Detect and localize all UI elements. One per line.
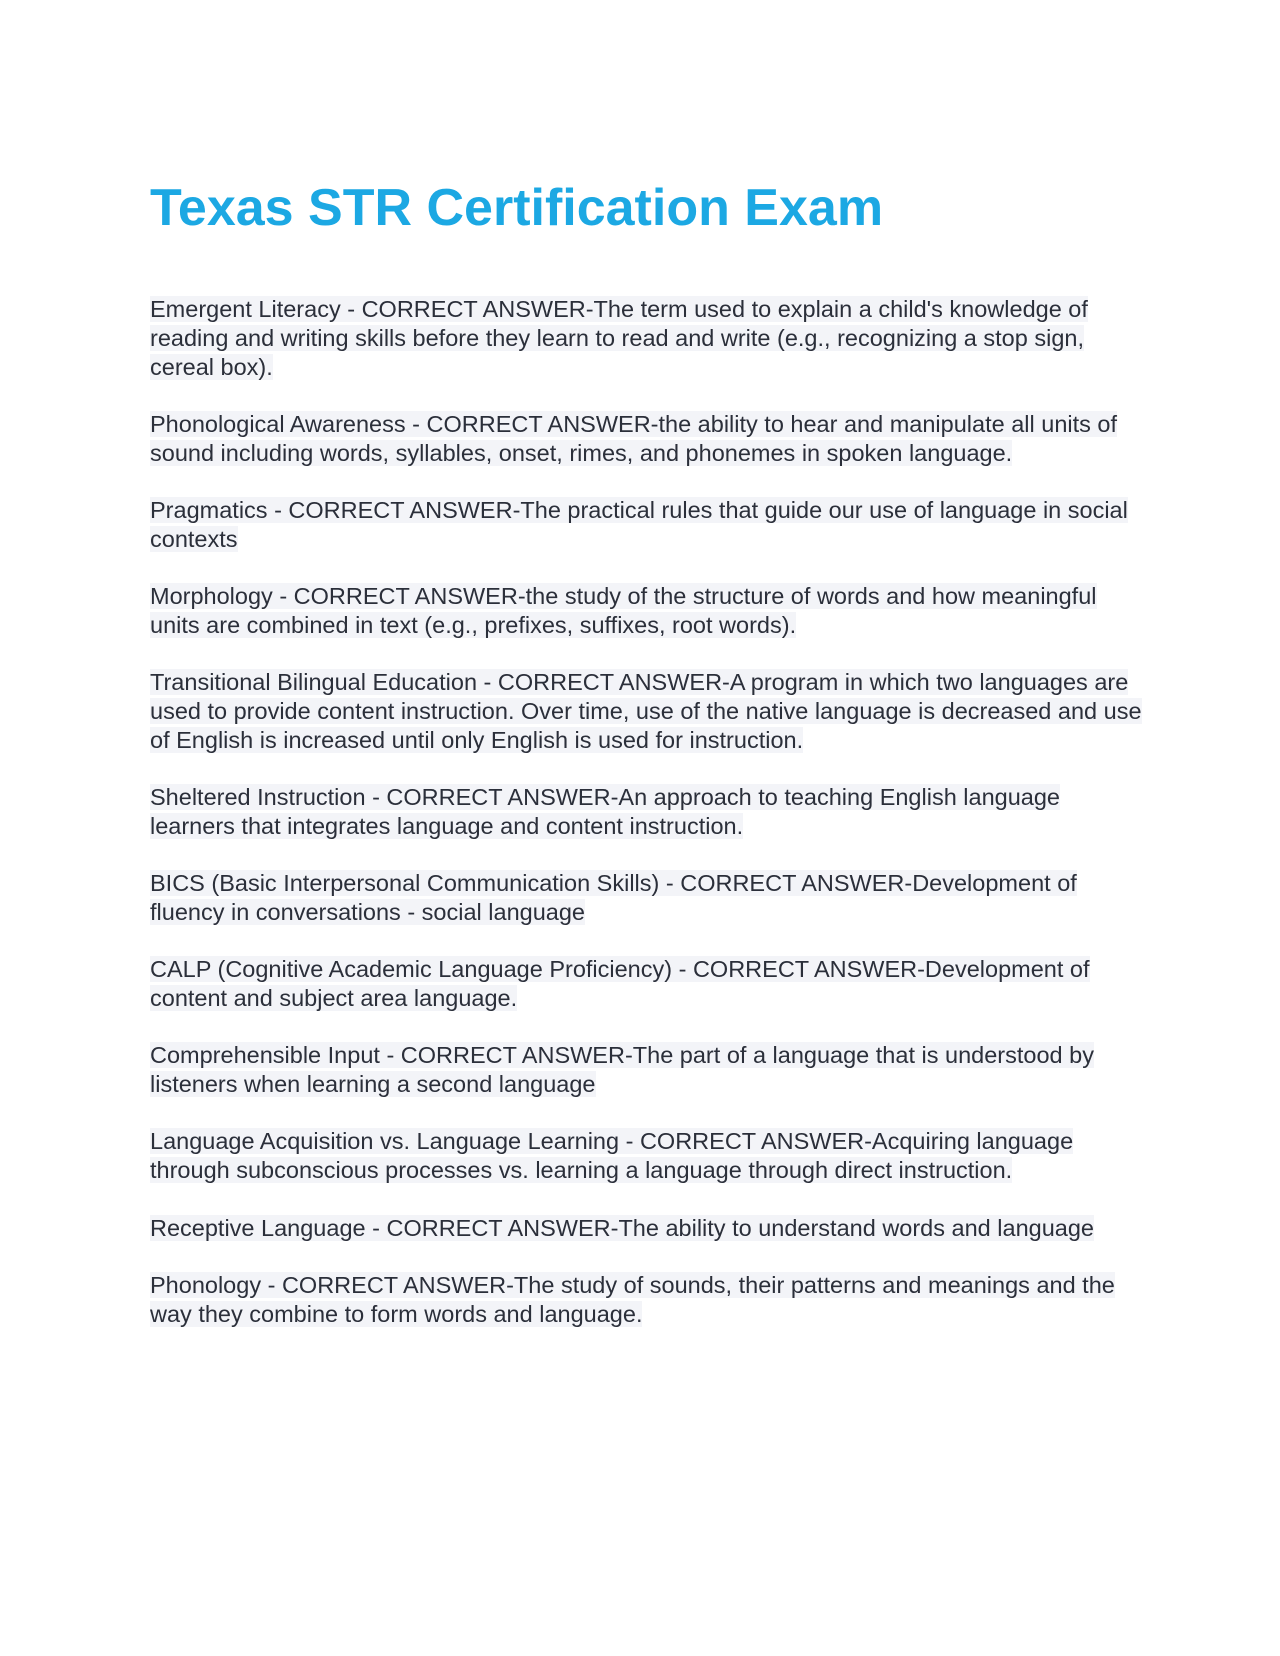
- entry-text: Emergent Literacy - CORRECT ANSWER-The term used to explain a child's knowledge of reading and writing skills before they learn to read and write (e.g., recognizing a stop sign, cereal box).: [150, 296, 1088, 380]
- entry-text: Transitional Bilingual Education - CORRECT ANSWER-A program in which two languages are used to provide content instruction. Over time, use of the native language is decreased and use of English is increased until only English is used for instruction.: [150, 669, 1142, 753]
- flashcard-entry-bics: [150, 869, 1150, 927]
- flashcard-entry-language-acquisition: [150, 1127, 1150, 1185]
- entry-text: Pragmatics - CORRECT ANSWER-The practical rules that guide our use of language in social contexts: [150, 496, 1128, 552]
- entry-text: Phonological Awareness - CORRECT ANSWER-the ability to hear and manipulate all units of sound including words, syllables, onset, rimes, and phonemes in spoken language.: [150, 410, 1118, 466]
- flashcard-entry-pragmatics: [150, 496, 1150, 554]
- entry-text: CALP (Cognitive Academic Language Proficiency) - CORRECT ANSWER-Development of content and subject area language.: [150, 956, 1090, 1012]
- flashcard-entry-sheltered-instruction: [150, 783, 1150, 841]
- flashcard-entry-receptive-language: [150, 1214, 1150, 1243]
- entry-text: Phonology - CORRECT ANSWER-The study of sounds, their patterns and meanings and the way they combine to form words and language.: [150, 1271, 1115, 1327]
- flashcard-entry-phonological-awareness: [150, 410, 1150, 468]
- flashcard-list: [150, 295, 1150, 1357]
- entry-text: BICS (Basic Interpersonal Communication Skills) - CORRECT ANSWER-Development of fluency in conversations - social language: [150, 870, 1077, 925]
- entry-text: Comprehensible Input - CORRECT ANSWER-The part of a language that is understood by listeners when learning a second language: [150, 1042, 1094, 1098]
- flashcard-entry-comprehensible-input: [150, 1041, 1150, 1099]
- page-title: Texas STR Certification Exam: [150, 179, 884, 237]
- flashcard-entry-transitional-bilingual-education: [150, 668, 1150, 754]
- flashcard-entry-phonology: [150, 1271, 1150, 1329]
- entry-text: Language Acquisition vs. Language Learning - CORRECT ANSWER-Acquiring language through subconscious processes vs. learning a language through direct instruction.: [150, 1128, 1074, 1184]
- entry-text: Morphology - CORRECT ANSWER-the study of the structure of words and how meaningful units are combined in text (e.g., prefixes, suffixes, root words).: [150, 583, 1097, 638]
- flashcard-entry-morphology: [150, 582, 1150, 640]
- flashcard-entry-calp: [150, 955, 1150, 1013]
- entry-text: Sheltered Instruction - CORRECT ANSWER-An approach to teaching English language learners that integrates language and content instruction.: [150, 784, 1061, 839]
- entry-text: Receptive Language - CORRECT ANSWER-The ability to understand words and language: [150, 1214, 1094, 1241]
- flashcard-entry-emergent-literacy: [150, 295, 1150, 381]
